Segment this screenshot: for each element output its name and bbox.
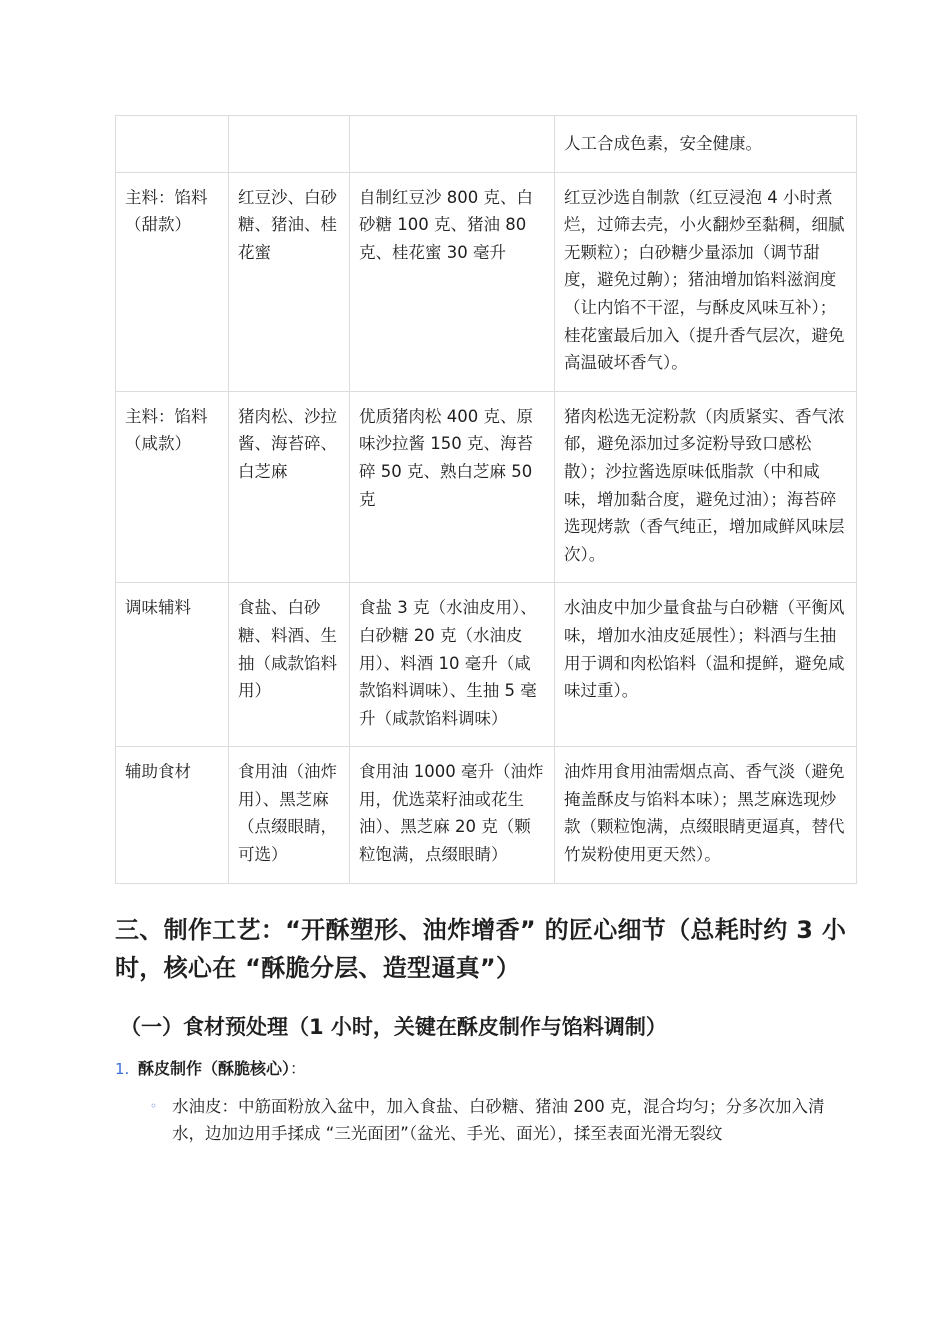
table-cell-ingredients: 猪肉松、沙拉酱、海苔碎、白芝麻 [229,391,350,583]
step-title: 酥皮制作（酥脆核心） [138,1058,291,1078]
sub-list-text: 水油皮：中筋面粉放入盆中，加入食盐、白砂糖、猪油 200 克，混合均匀；分多次加入清水，边加边用手揉成 “三光面团”（盆光、手光、面光），揉至表面光滑无裂纹 [172,1096,825,1144]
table-cell-category: 调味辅料 [116,583,229,747]
table-cell [350,116,555,173]
table-cell-amount: 食用油 1000 毫升（油炸用，优选菜籽油或花生油）、黑芝麻 20 克（颗粒饱满，点缀眼睛） [350,747,555,883]
hollow-bullet-icon: ◦ [150,1098,158,1113]
sub-list-item [138,1093,856,1148]
table-cell-ingredients: 食盐、白砂糖、料酒、生抽（咸款馅料用） [229,583,350,747]
list-item [115,1056,856,1148]
table-cell-notes: 红豆沙选自制款（红豆浸泡 4 小时煮烂，过筛去壳，小火翻炒至黏稠，细腻无颗粒）；白砂糖少量添加（调节甜度，避免过齁）；猪油增加馅料滋润度（让内馅不干涩，与酥皮风味互补）；桂花蜜最后加入（提升香气层次，避免高温破坏香气）。 [555,172,857,391]
section-heading: 三、制作工艺：“开酥塑形、油炸增香” 的匠心细节（总耗时约 3 小时，核心在 “酥脆分层、造型逼真”） [115,915,847,982]
table-cell-category: 主料：馅料（甜款） [116,172,229,391]
table-cell-amount: 自制红豆沙 800 克、白砂糖 100 克、猪油 80 克、桂花蜜 30 毫升 [350,172,555,391]
table-cell-category: 辅助食材 [116,747,229,883]
step-colon: ： [290,1058,307,1078]
table-cell-amount: 优质猪肉松 400 克、原味沙拉酱 150 克、海苔碎 50 克、熟白芝麻 50 克 [350,391,555,583]
document-body [115,115,856,1148]
table-cell: 人工合成色素，安全健康。 [555,116,857,173]
table-cell-amount: 食盐 3 克（水油皮用）、白砂糖 20 克（水油皮用）、料酒 10 毫升（咸款馅料调味）、生抽 5 毫升（咸款馅料调味） [350,583,555,747]
table-cell-ingredients: 红豆沙、白砂糖、猪油、桂花蜜 [229,172,350,391]
list-number: 1. [115,1059,130,1078]
ingredients-table [115,115,857,884]
table-cell-category: 主料：馅料（咸款） [116,391,229,583]
table-row [116,583,857,747]
table-cell [116,116,229,173]
steps-list [115,1056,856,1148]
table-cell-notes: 油炸用食用油需烟点高、香气淡（避免掩盖酥皮与馅料本味）；黑芝麻选现炒款（颗粒饱满，点缀眼睛更逼真，替代竹炭粉使用更天然）。 [555,747,857,883]
table-cell [229,116,350,173]
table-cell-notes: 猪肉松选无淀粉款（肉质紧实、香气浓郁，避免添加过多淀粉导致口感松散）；沙拉酱选原味低脂款（中和咸味，增加黏合度，避免过油）；海苔碎选现烤款（香气纯正，增加咸鲜风味层次）。 [555,391,857,583]
table-cell-notes: 水油皮中加少量食盐与白砂糖（平衡风味，增加水油皮延展性）；料酒与生抽用于调和肉松馅料（温和提鲜，避免咸味过重）。 [555,583,857,747]
sub-list [138,1093,856,1148]
table-row [116,391,857,583]
table-row [116,116,857,173]
table-row [116,172,857,391]
subsection-heading: （一）食材预处理（1 小时，关键在酥皮制作与馅料调制） [120,1014,667,1039]
table-row [116,747,857,883]
table-cell-ingredients: 食用油（油炸用）、黑芝麻（点缀眼睛，可选） [229,747,350,883]
